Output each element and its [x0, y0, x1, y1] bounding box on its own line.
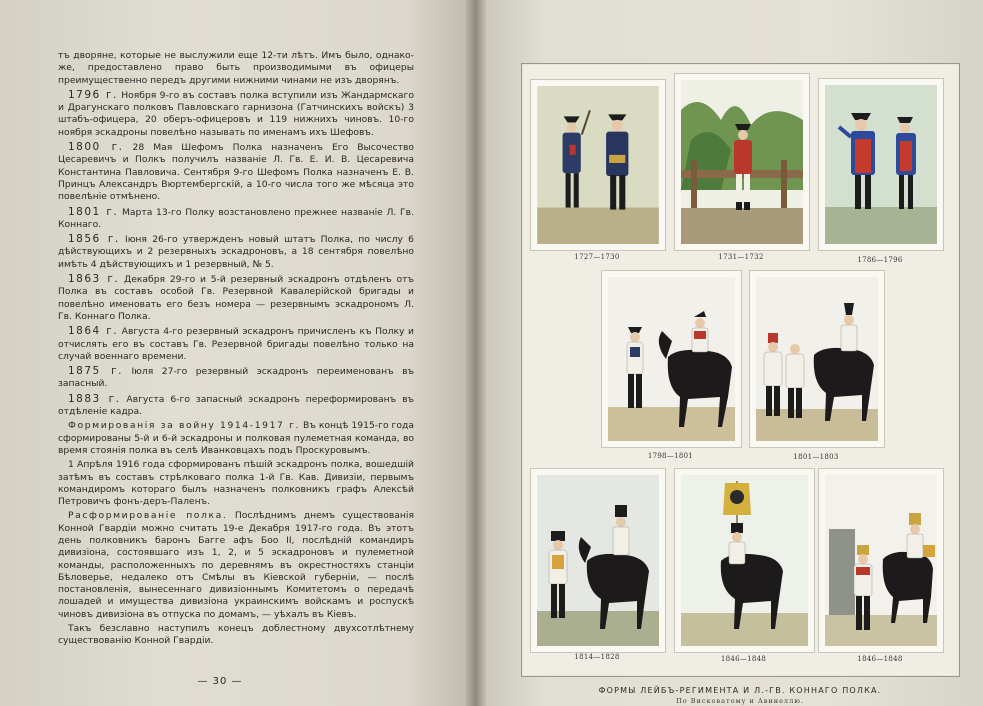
plate-subtitle: По Висковатому и Авинеллю. [676, 697, 804, 705]
paragraph-text: Іюля 27-го резервный эскадронъ переименованъ въ запасный. [58, 366, 414, 390]
paragraph-lead: Формированія за войну 1914-1917 г. [68, 420, 301, 432]
paragraph-text: Декабря 29-го и 5-й резервный эскадронъ отдѣленъ отъ Полка въ составъ особой Гв. Резервной Кавалерійской бригады и повелѣно именовать его безъ номера — резервнымъ эскадрономъ Л. Гв. Коннаго Полка. [58, 274, 414, 322]
figure-1731 [674, 73, 810, 251]
left-page [0, 0, 476, 706]
two-officers-illustration [537, 86, 659, 244]
caption-5: 1801—1803 [793, 453, 839, 461]
caption-7: 1846—1848 [720, 655, 767, 663]
paragraph [58, 510, 414, 621]
paragraph [58, 50, 414, 87]
figure-1814 [530, 468, 666, 653]
plate-title: ФОРМЫ ЛЕЙБЪ-РЕГИМЕНТА И Л.-ГВ. КОННАГО ПОЛКА. [598, 686, 882, 695]
helmeted-guards-illustration [825, 475, 937, 646]
paragraph-lead: 1864 г. [68, 325, 119, 338]
figure-1846-b [818, 468, 944, 653]
paragraph [58, 459, 414, 508]
paragraph-text: Ноября 9-го въ составъ полка вступили изъ Жандармскаго и Драгунскаго полковъ Павловскаго гарнизона (Гатчинскихъ войскъ) 3 штабъ-офицера, 20 оберъ-офицеровъ и 119 нижнихъ чиновъ. 10-го ноября эскадроны повелѣно называть по именамъ ихъ Шефовъ. [58, 89, 414, 138]
cavalry-group-illustration [756, 277, 878, 441]
caption-6: 1814—1828 [574, 653, 620, 661]
sentry-illustration [681, 80, 803, 244]
figure-1801 [749, 270, 885, 448]
caption-2: 1731—1732 [718, 253, 764, 261]
paragraph-lead: 1801 г. [68, 205, 119, 218]
paragraph-text: 28 Мая Шефомъ Полка назначенъ Его Высочество Цесаревичъ и Полкъ получилъ названіе Л. Гв. Е. И. В. Цесаревича Константина Павловича. Сентября 9-го Шефомъ Полка назначенъ Е. В. Принцъ Александръ Вюртембергскій, а 10-го числа того же мѣсяца это повелѣніе отмѣнено. [58, 142, 415, 203]
paragraph [58, 206, 414, 232]
paragraph-text: Марта 13-го Полку возстановлено прежнее названіе Л. Гв. Коннаго. [58, 206, 414, 230]
paragraph-lead: 1800 г. [68, 141, 124, 154]
paragraph [58, 325, 414, 363]
paragraph [58, 273, 414, 323]
paragraph-text: Іюня 26-го утвержденъ новый штатъ Полка, по числу 6 дѣйствующихъ и 2 резервныхъ эскадроновъ, а 18 сентября повелѣно имѣть 4 дѣйствующихъ и 1 резервный, № 5. [58, 234, 415, 270]
paragraph-lead: Расформированіе полка. [68, 510, 228, 522]
figure-1798 [601, 270, 742, 448]
red-coat-officers-illustration [825, 85, 937, 244]
paragraph-text: Августа 6-го запасный эскадронъ переформированъ въ отдѣленіе кадра. [58, 393, 415, 418]
paragraph [58, 393, 414, 419]
paragraph-lead: 1796 г. [68, 88, 118, 101]
history-text [58, 50, 414, 650]
paragraph [58, 233, 414, 271]
figure-1727 [530, 79, 666, 251]
paragraph-text: тъ дворяне, которые не выслужили еще 12-ти лѣтъ. Имъ было, однако-же, предоставлено право быть производимыми въ офицеры преимущественно передъ другими нижними чинами не изъ дворянъ. [58, 50, 414, 86]
caption-4: 1798—1801 [647, 452, 694, 460]
paragraph [58, 89, 414, 139]
caption-1: 1727—1730 [574, 253, 620, 261]
paragraph [58, 365, 414, 391]
paragraph [58, 141, 414, 203]
paragraph [58, 623, 414, 648]
paragraph-text: Августа 4-го резервный эскадронъ причисленъ къ Полку и отчислять его въ составъ Гв. Резервной бригады повелѣно только на случай военнаго времени. [58, 326, 415, 362]
paragraph [58, 420, 414, 457]
paragraph-lead: 1856 г. [68, 233, 120, 246]
paragraph-text: Такъ безславно наступилъ конецъ доблестному двухсотлѣтнему существованію Конной Гвардіи. [58, 623, 414, 647]
paragraph-lead: 1875 г. [68, 365, 123, 378]
paragraph-text: 1 Апрѣля 1916 года сформированъ пѣшій эскадронъ полка, вошедшій затѣмъ въ составъ стрѣлковаго полка 1-й Гв. Кав. Дивизіи, первымъ командиромъ котораго былъ назначенъ полковникъ графъ Алексѣй Петровичъ фонъ-деръ-Паленъ. [58, 459, 414, 508]
cuirassier-illustration [537, 475, 659, 646]
figure-1786 [818, 78, 944, 251]
page-number: — 30 — [197, 676, 243, 687]
figure-1846-a [674, 468, 815, 653]
paragraph-lead: 1863 г. [68, 273, 120, 286]
paragraph-text: Въ концѣ 1915-го года сформированы 5-й и 6-й эскадроны и полковая пулеметная команда, во время стоянія полка въ селѣ Иванковцахъ подъ Проскуровымъ. [58, 420, 414, 456]
caption-3: 1786—1796 [857, 256, 903, 264]
mounted-guard-illustration [608, 277, 735, 441]
paragraph-lead: 1883 г. [68, 392, 121, 405]
paragraph-text: Послѣднимъ днемъ существованія Конной Гвардіи можно считать 19-е Декабря 1917-го года. Въ этотъ день полковникъ баронъ Багге афъ Боо II, послѣдній командиръ дивизіона, состоявшаго изъ 1, 2, и 5 эскадроновъ и пулеметной команды, расположенныхъ по деревнямъ въ окрестностяхъ станціи Бѣловерье, недалеко отъ Смѣлы въ Кіевской губерніи, — послѣ постановленія, вынесеннаго дивизіоннымъ Комитетомъ о передачѣ лошадей и имущества дивизіона украинскимъ войскамъ и роспускѣ чиновъ дивизіона въ отпуска по домамъ, — уѣхалъ въ Кіевъ. [58, 510, 414, 620]
book-spine [466, 0, 488, 706]
standard-bearer-illustration [681, 475, 808, 646]
caption-8: 1846—1848 [857, 655, 903, 663]
